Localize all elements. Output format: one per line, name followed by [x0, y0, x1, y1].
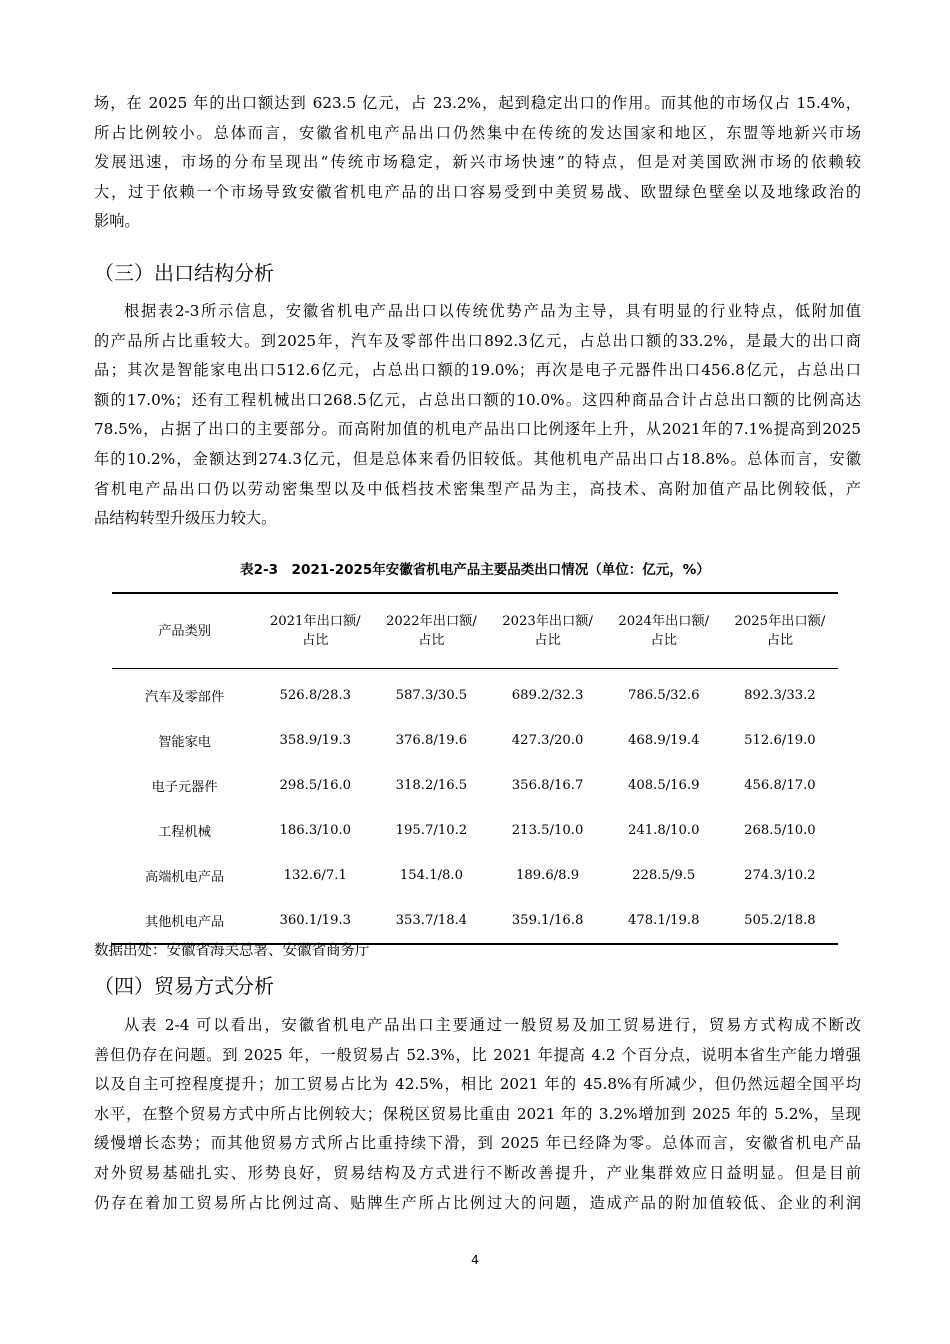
table-cell: 高端机电产品 [145, 870, 225, 885]
text-line: 影响。 [94, 212, 140, 231]
text-line: 仍存在着加工贸易所占比例过高、贴牌生产所占比例过大的问题，造成产品的附加值较低、企业的利润 [94, 1193, 861, 1212]
text-line: 78.5%，占据了出口的主要部分。而高附加值的机电产品出口比例逐年上升，从2021年的7.1%提高到2025 [94, 420, 861, 439]
column-header-label: 占比 [534, 633, 561, 648]
column-header-label: 占比 [418, 633, 445, 648]
table-caption: 表2-3 2021-2025年安徽省机电产品主要品类出口情况（单位：亿元，%） [240, 562, 710, 578]
table-cell: 228.5/9.5 [632, 868, 696, 883]
table-cell: 892.3/33.2 [744, 688, 816, 703]
table-row [112, 898, 838, 944]
column-header-label: 2021年出口额/ [269, 614, 361, 629]
table-cell: 353.7/18.4 [373, 898, 489, 944]
table-cell: 358.9/19.3 [279, 733, 352, 748]
section-heading-export-structure: （三）出口结构分析 [94, 261, 274, 285]
column-header-label: 2023年出口额/ [502, 614, 593, 629]
text-line: 以及自主可控程度提升；加工贸易占比为 42.5%，相比 2021 年的 45.8%有所减少，但仍然远超全国平均 [94, 1075, 861, 1094]
table-cell: 468.9/19.4 [627, 733, 700, 748]
table-cell: 268.5/10.0 [744, 823, 816, 838]
text-line: 大，过于依赖一个市场导致安徽省机电产品的出口容易受到中美贸易战、欧盟绿色壁垒以及地缘政治的 [94, 182, 861, 201]
table-cell: 786.5/32.6 [627, 688, 700, 703]
text-line: 品结构转型升级压力较大。 [94, 509, 277, 528]
table-cell: 241.8/10.0 [627, 823, 700, 838]
column-header [722, 593, 838, 669]
table-cell: 478.1/19.8 [606, 898, 722, 944]
text-line: 根据表2-3所示信息，安徽省机电产品出口以传统优势产品为主导，具有明显的行业特点，低附加值 [124, 302, 861, 320]
table-cell: 505.2/18.8 [722, 898, 838, 944]
section-heading-trade-mode: （四）贸易方式分析 [94, 974, 274, 998]
table-cell: 274.3/10.2 [744, 868, 816, 883]
table-cell: 587.3/30.5 [395, 688, 468, 703]
table-cell: 427.3/20.0 [511, 733, 584, 748]
table-cell: 359.1/16.8 [490, 898, 606, 944]
text-line: 缓慢增长态势；而其他贸易方式所占比重持续下滑，到 2025 年已经降为零。总体而言，安徽省机电产品 [94, 1134, 861, 1153]
paragraph-trade-mode [94, 1011, 861, 1218]
text-line: 发展迅速，市场的分布呈现出“传统市场稳定，新兴市场快速”的特点，但是对美国欧洲市场的依赖较 [94, 153, 861, 172]
text-line: 对外贸易基础扎实、形势良好，贸易结构及方式进行不断改善提升，产业集群效应日益明显。但是目前 [94, 1163, 861, 1182]
table-cell: 154.1/8.0 [399, 868, 463, 883]
text-line: 品；其次是智能家电出口512.6亿元，占总出口额的19.0%；再次是电子元器件出口456.8亿元，占总出口 [94, 361, 861, 380]
table-row [112, 669, 838, 719]
column-header [373, 593, 489, 669]
text-line: 善但仍存在问题。到 2025 年，一般贸易占 52.3%，比 2021 年提高 4.2 个百分点，说明本省生产能力增强 [94, 1045, 861, 1064]
table-cell: 其他机电产品 [112, 898, 257, 944]
column-header-label: 占比 [766, 633, 794, 648]
paragraph-export-structure [94, 297, 861, 534]
column-header-label: 占比 [650, 633, 677, 648]
column-header [606, 593, 722, 669]
table-cell: 408.5/16.9 [627, 778, 700, 793]
table-cell: 189.6/8.9 [515, 868, 580, 883]
column-header [257, 593, 373, 669]
text-line: 从表 2-4 可以看出，安徽省机电产品出口主要通过一般贸易及加工贸易进行，贸易方式构成不断改 [124, 1016, 861, 1034]
text-line: 所占比例较小。总体而言，安徽省机电产品出口仍然集中在传统的发达国家和地区，东盟等地新兴市场 [94, 123, 861, 142]
table-source-note: 数据出处：安徽省海关总署、安徽省商务厅 [94, 943, 370, 959]
table-cell: 360.1/19.3 [257, 898, 373, 944]
table-cell: 186.3/10.0 [279, 823, 352, 838]
table-cell: 298.5/16.0 [279, 778, 352, 793]
table-row [112, 718, 838, 763]
table-cell: 456.8/17.0 [744, 778, 816, 793]
table-row [112, 763, 838, 808]
table-cell: 512.6/19.0 [744, 733, 816, 748]
table-cell: 356.8/16.7 [511, 778, 584, 793]
table-cell: 376.8/19.6 [395, 733, 468, 748]
table-cell: 526.8/28.3 [279, 688, 352, 703]
table-row [112, 808, 838, 853]
text-line: 的产品所占比重较大。到2025年，汽车及零部件出口892.3亿元，占总出口额的33.2%，是最大的出口商 [94, 331, 861, 350]
column-header-label: 2024年出口额/ [618, 614, 710, 629]
column-header [112, 593, 257, 669]
page-number: 4 [471, 1253, 479, 1267]
column-header-label: 产品类别 [158, 623, 211, 639]
column-header-label: 占比 [302, 633, 329, 648]
paragraph-market-distribution [94, 89, 861, 237]
text-line: 年的10.2%，金额达到274.3亿元，但是总体来看仍旧较低。其他机电产品出口占18.8%。总体而言，安徽 [94, 449, 861, 468]
table-header-row [112, 593, 838, 669]
column-header-label: 2022年出口额/ [386, 614, 477, 629]
table-cell: 电子元器件 [151, 780, 218, 795]
table-cell: 汽车及零部件 [145, 690, 225, 705]
table-cell: 工程机械 [158, 825, 211, 840]
text-line: 省机电产品出口仍以劳动密集型以及中低档技术密集型产品为主，高技术、高附加值产品比例较低，产 [94, 479, 861, 498]
text-line: 场，在 2025 年的出口额达到 623.5 亿元，占 23.2%，起到稳定出口的作用。而其他的市场仅占 15.4%， [94, 94, 861, 112]
column-header-label: 2025年出口额/ [734, 614, 826, 629]
table-cell: 智能家电 [158, 735, 211, 750]
export-category-table [112, 592, 838, 945]
table-cell: 213.5/10.0 [511, 823, 584, 838]
text-line: 水平，在整个贸易方式中所占比例较大；保税区贸易比重由 2021 年的 3.2%增加到 2025 年的 5.2%，呈现 [94, 1104, 861, 1123]
table-cell: 689.2/32.3 [511, 688, 584, 703]
column-header [490, 593, 606, 669]
table-cell: 195.7/10.2 [395, 823, 468, 838]
text-line: 额的17.0%；还有工程机械出口268.5亿元，占总出口额的10.0%。这四种商品合计占总出口额的比例高达 [94, 390, 861, 409]
table-cell: 318.2/16.5 [395, 778, 468, 793]
table-row [112, 853, 838, 898]
table-cell: 132.6/7.1 [283, 868, 347, 883]
